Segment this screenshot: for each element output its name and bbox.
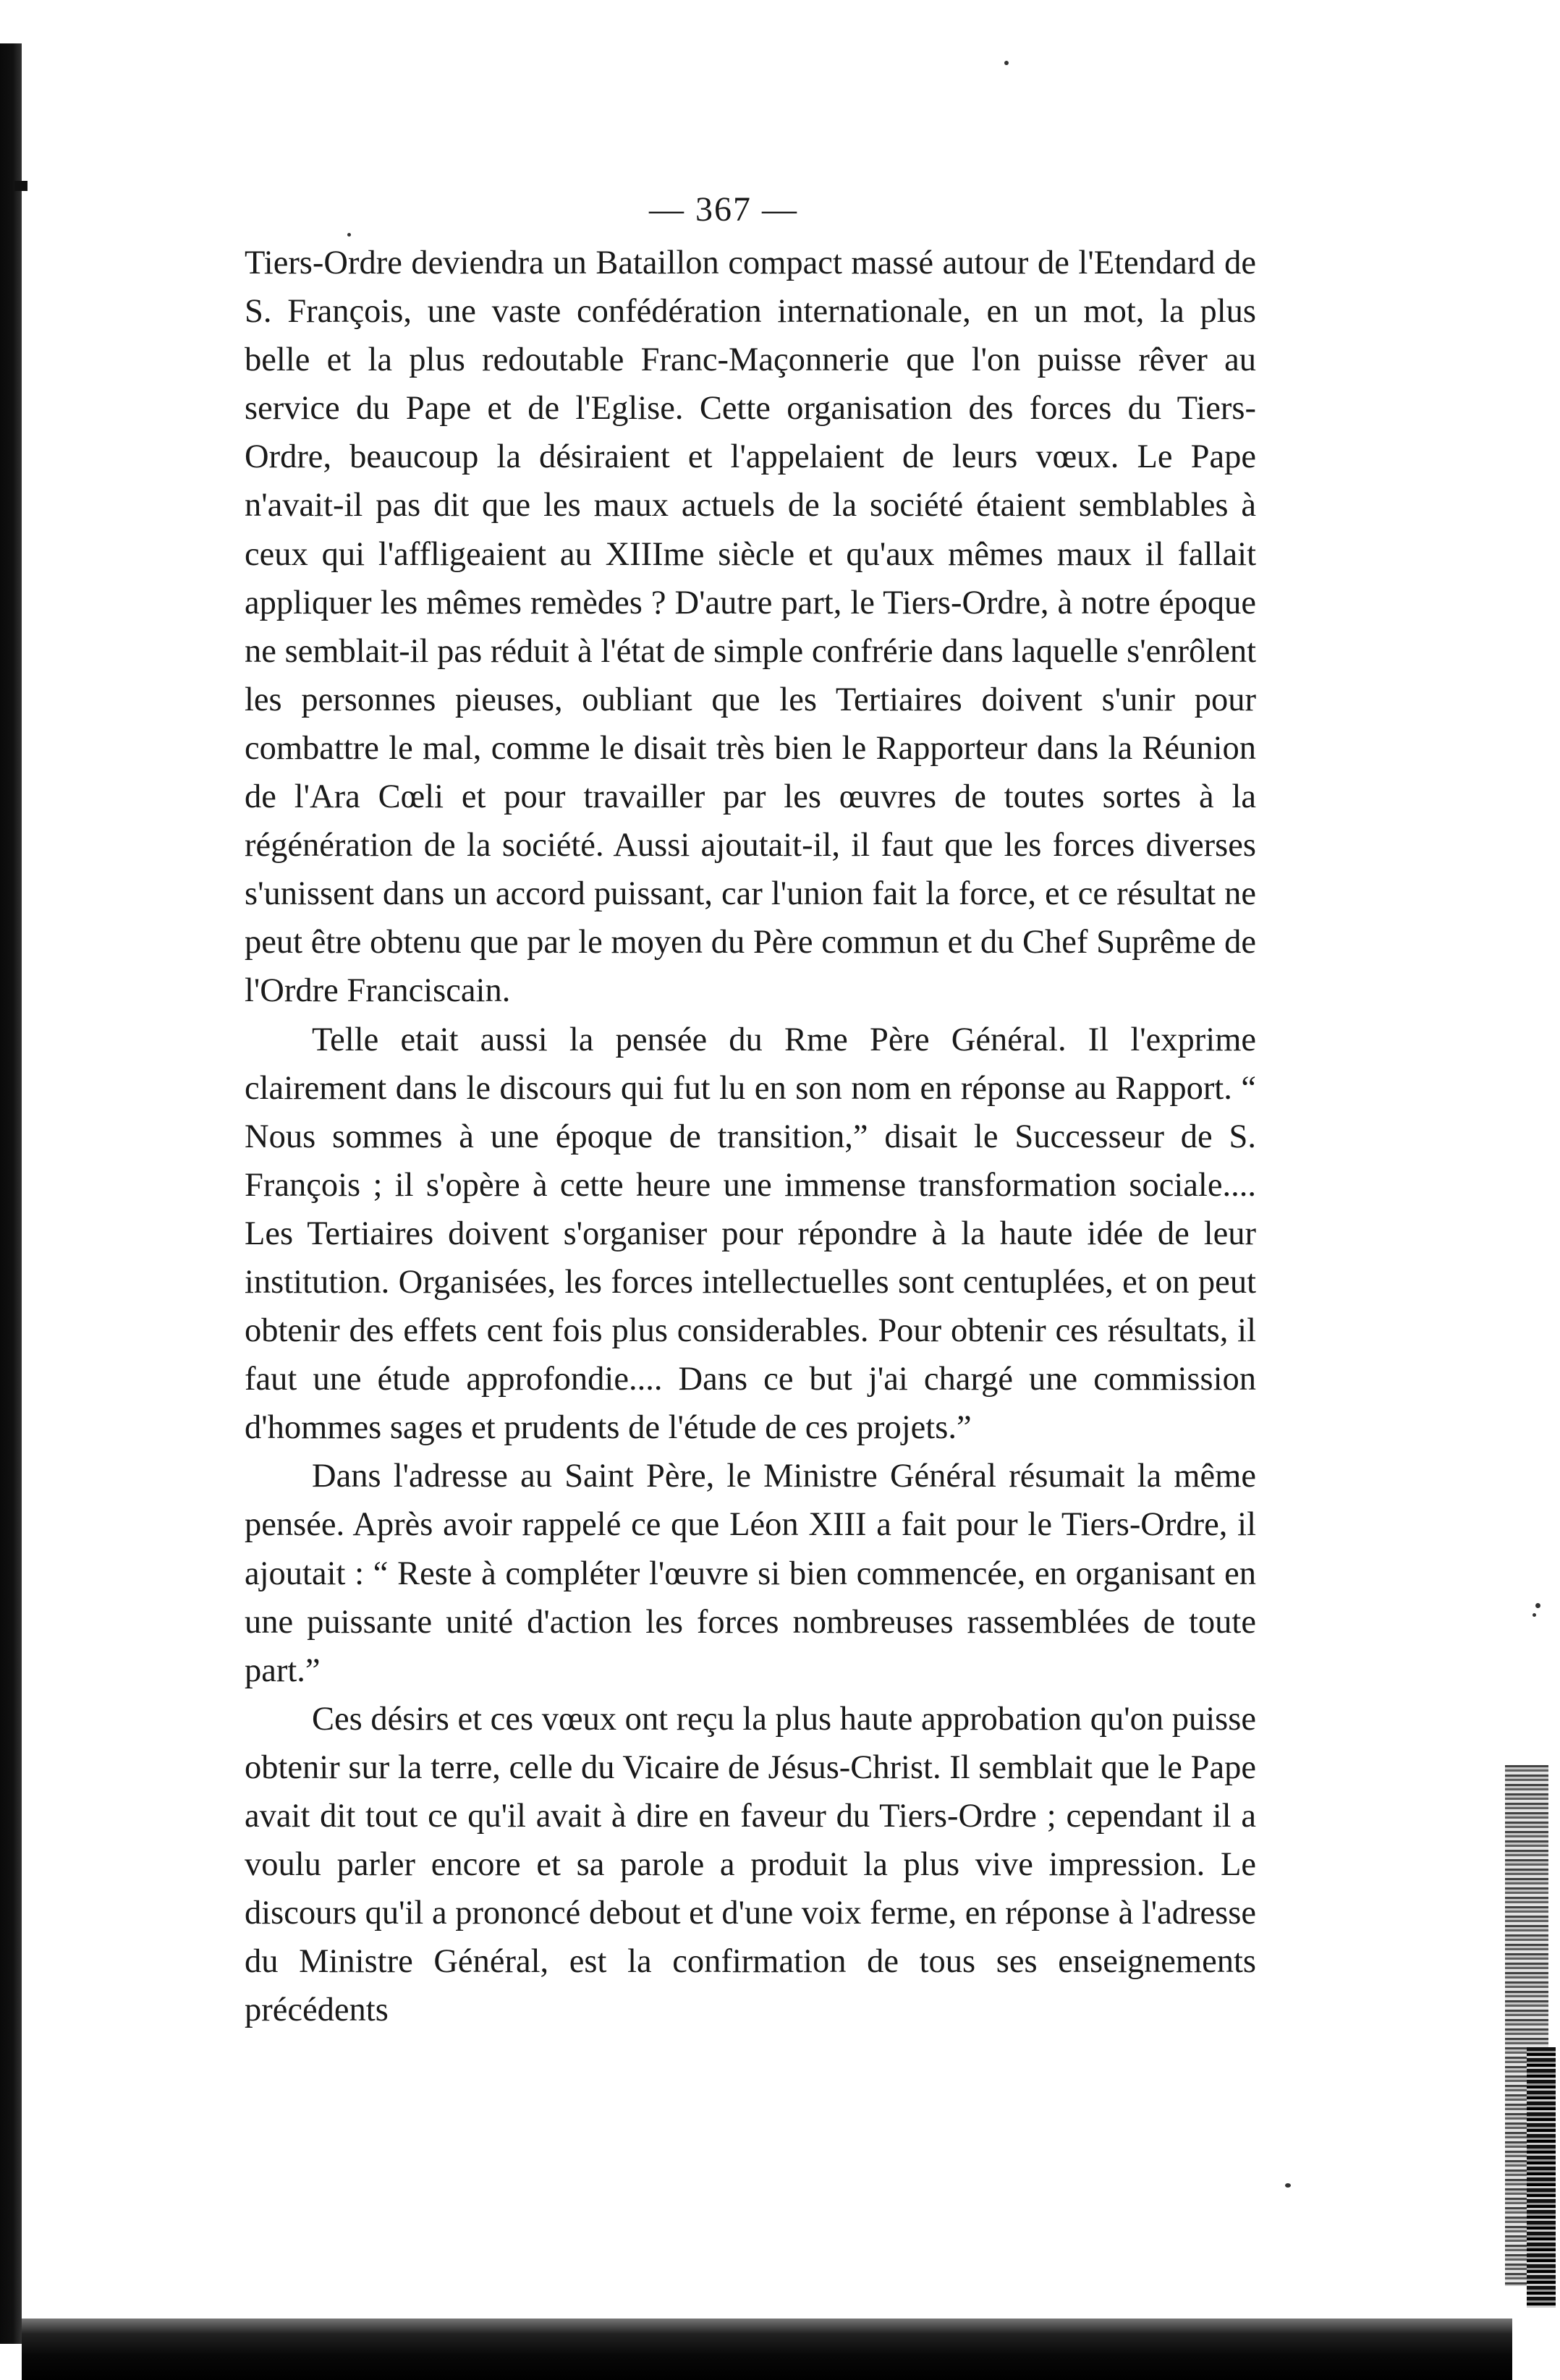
scan-bottom-edge bbox=[22, 2319, 1512, 2380]
scan-left-edge bbox=[0, 43, 22, 2344]
paragraph: Telle etait aussi la pensée du Rme Père Général. Il l'exprime clairement dans le discours qui fut lu en son nom en réponse au Rapport. “ Nous sommes à une époque de transition,” disait le Successeur de S. François ; il s'opère à cette heure une immense transformation sociale.... Les Tertiaires doivent s'organiser pour répondre à la haute idée de leur institution. Organisées, les forces intellectuelles sont centuplées, et on peut obtenir des effets cent fois plus considerables. Pour obtenir ces résultats, il faut une étude approfondie.... Dans ce but j'ai chargé une commission d'hommes sages et prudents de l'étude de ces projets.” bbox=[245, 1021, 1256, 1447]
scan-right-noise-dark bbox=[1527, 2047, 1556, 2308]
text-body bbox=[245, 239, 1256, 2034]
page-number: — 367 — bbox=[649, 190, 798, 229]
paragraph: Tiers-Ordre deviendra un Bataillon compact massé autour de l'Etendard de S. François, une vaste confédération internationale, en un mot, la plus belle et la plus redoutable Franc-Maçonnerie que l'on puisse rêver au service du Pape et de l'Eglise. Cette organisation des forces du Tiers-Ordre, beaucoup la désiraient et l'appelaient de leurs vœux. Le Pape n'avait-il pas dit que les maux actuels de la société étaient semblables à ceux qui l'affligeaient au XIIIme siècle et qu'aux mêmes maux il fallait appliquer les mêmes remèdes ? D'autre part, le Tiers-Ordre, à notre époque ne semblait-il pas réduit à l'état de simple confrérie dans laquelle s'enrôlent les personnes pieuses, oubliant que les Tertiaires doivent s'unir pour combattre le mal, comme le disait très bien le Rapporteur dans la Réunion de l'Ara Cœli et pour travailler par les œuvres de toutes sortes à la régénération de la société. Aussi ajoutait-il, il faut que les forces diverses s'unissent dans un accord puissant, car l'union fait la force, et ce résultat ne peut être obtenu que par le moyen du Père commun et du Chef Suprême de l'Ordre Franciscain. bbox=[245, 245, 1256, 1010]
scan-speck bbox=[1533, 1613, 1536, 1617]
paragraph: Dans l'adresse au Saint Père, le Ministre Général résumait la même pensée. Après avoir rappelé ce que Léon XIII a fait pour le Tiers-Ordre, il ajoutait : “ Reste à compléter l'œuvre si bien commencée, en organisant en une puissante unité d'action les forces nombreuses rassemblées de toute part.” bbox=[245, 1458, 1256, 1689]
paragraph: Ces désirs et ces vœux ont reçu la plus haute approbation qu'on puisse obtenir sur la terre, celle du Vicaire de Jésus-Christ. Il semblait que le Pape avait dit tout ce qu'il avait à dire en faveur du Tiers-Ordre ; cependant il a voulu parler encore et sa parole a produit la plus vive impression. Le discours qu'il a prononcé debout et d'une voix ferme, en réponse à l'adresse du Ministre Général, est la confirmation de tous ses enseignements précédents bbox=[245, 1700, 1256, 2029]
scan-speck bbox=[1004, 61, 1009, 65]
scan-left-mark bbox=[14, 181, 27, 191]
scan-speck bbox=[1285, 2183, 1291, 2188]
scan-speck bbox=[347, 233, 351, 237]
scan-speck bbox=[1535, 1603, 1540, 1608]
